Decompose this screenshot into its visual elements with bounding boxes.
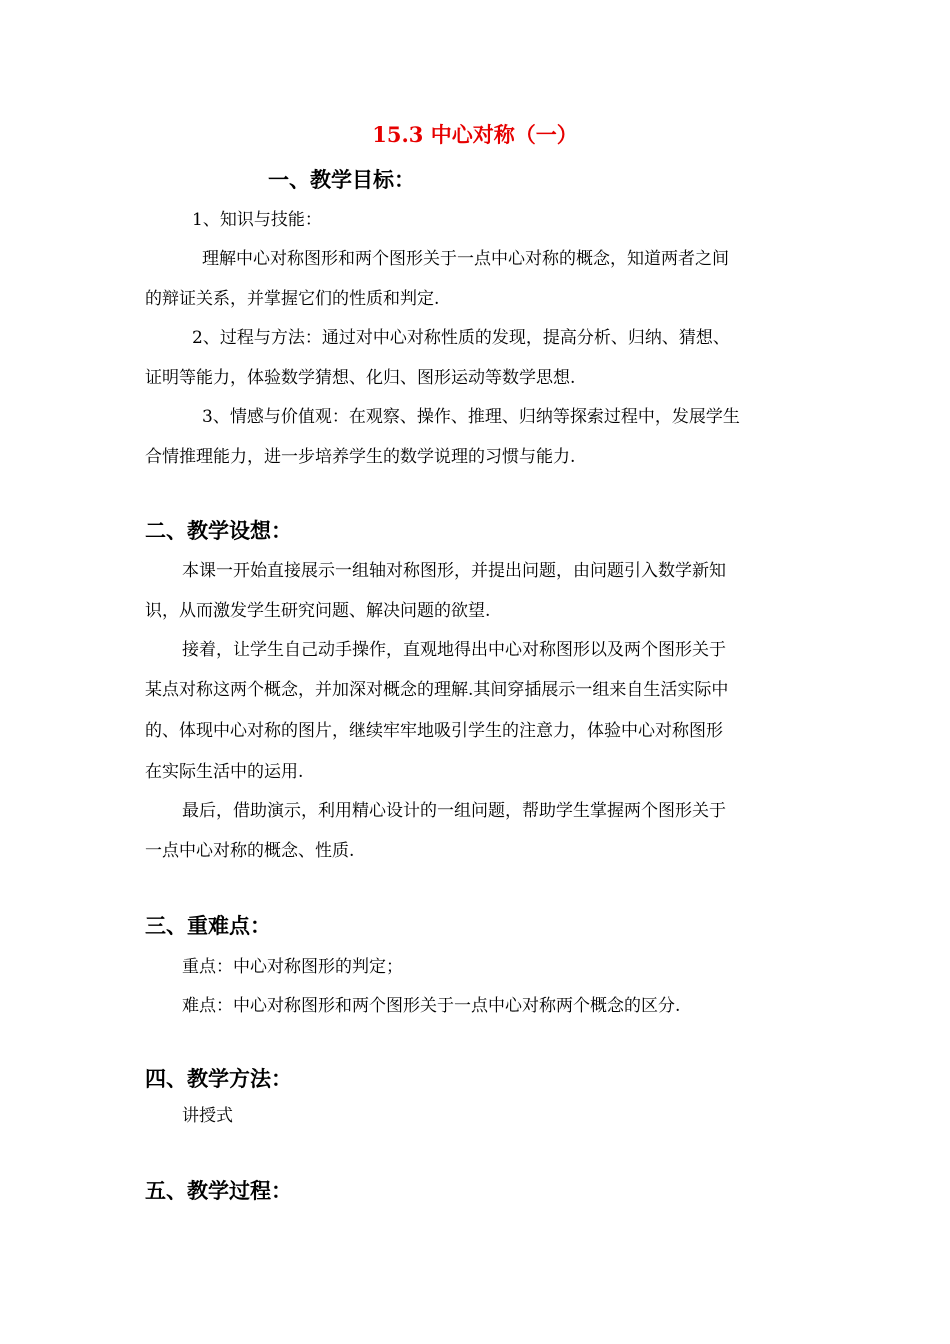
difficult-point-line: 难点：中心对称图形和两个图形关于一点中心对称两个概念的区分. bbox=[182, 996, 681, 1016]
section-heading-objectives: 一、教学目标： bbox=[268, 168, 415, 192]
key-point-line: 重点：中心对称图形的判定； bbox=[182, 957, 403, 977]
section-heading-method: 四、教学方法： bbox=[145, 1067, 292, 1091]
design-p3-line-1: 最后，借助演示，利用精心设计的一组问题，帮助学生掌握两个图形关于 bbox=[182, 801, 726, 821]
design-p3-line-2: 一点中心对称的概念、性质. bbox=[145, 841, 355, 861]
section-heading-process: 五、教学过程： bbox=[145, 1179, 292, 1203]
objective-1-label: 1、知识与技能： bbox=[192, 210, 322, 230]
objective-3-line-1: 3、情感与价值观：在观察、操作、推理、归纳等探索过程中，发展学生 bbox=[202, 407, 740, 427]
objective-3-line-2: 合情推理能力，进一步培养学生的数学说理的习惯与能力. bbox=[145, 447, 576, 467]
objective-2-line-2: 证明等能力，体验数学猜想、化归、图形运动等数学思想. bbox=[145, 368, 576, 388]
section-heading-design: 二、教学设想： bbox=[145, 519, 292, 543]
objective-1-line-1: 理解中心对称图形和两个图形关于一点中心对称的概念，知道两者之间 bbox=[202, 249, 729, 269]
objective-2-line-1: 2、过程与方法：通过对中心对称性质的发现，提高分析、归纳、猜想、 bbox=[192, 328, 730, 348]
design-p1-line-2: 识，从而激发学生研究问题、解决问题的欲望. bbox=[145, 601, 491, 621]
design-p2-line-3: 的、体现中心对称的图片，继续牢牢地吸引学生的注意力，体验中心对称图形 bbox=[145, 721, 723, 741]
method-line: 讲授式 bbox=[182, 1106, 233, 1126]
design-p2-line-4: 在实际生活中的运用. bbox=[145, 762, 304, 782]
objective-1-line-2: 的辩证关系，并掌握它们的性质和判定. bbox=[145, 289, 440, 309]
design-p2-line-2: 某点对称这两个概念，并加深对概念的理解.其间穿插展示一组来自生活实际中 bbox=[145, 680, 729, 700]
design-p1-line-1: 本课一开始直接展示一组轴对称图形，并提出问题，由问题引入数学新知 bbox=[182, 561, 726, 581]
page-title: 15.3 中心对称（一） bbox=[372, 122, 578, 147]
section-heading-key-points: 三、重难点： bbox=[145, 914, 271, 938]
design-p2-line-1: 接着，让学生自己动手操作，直观地得出中心对称图形以及两个图形关于 bbox=[182, 640, 726, 660]
